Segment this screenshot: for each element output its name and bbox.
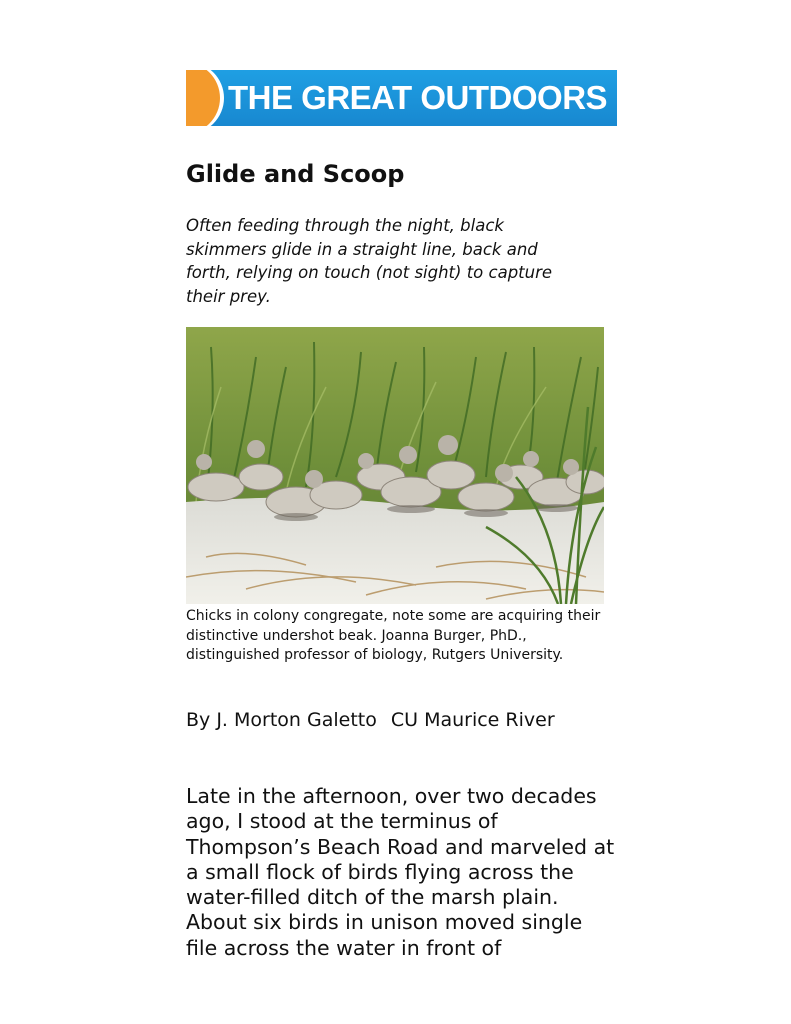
banner-title: THE GREAT OUTDOORS xyxy=(228,79,608,116)
byline xyxy=(186,707,555,733)
article-photo-skimmer-chicks xyxy=(186,327,604,604)
byline-organization: CU Maurice River xyxy=(390,709,555,731)
article-title: Glide and Scoop xyxy=(186,160,405,188)
article-dek: Often feeding through the night, black skimmers glide in a straight line, back and forth, relying on touch (not sight) to capture their prey. xyxy=(186,216,553,306)
photo-caption: Chicks in colony congregate, note some are acquiring their distinctive undershot beak. Joanna Burger, PhD., distinguished professor of biology, Rutgers University. xyxy=(186,608,601,663)
banner-orange-emblem xyxy=(186,70,220,126)
publication-banner xyxy=(186,70,617,126)
article-body-text: Late in the afternoon, over two decades ago, I stood at the terminus of Thompson’s Beach Road and marveled at a small flock of birds flying across the water-filled ditch of the marsh plain. About six birds in unison moved single file across the water in front of xyxy=(186,784,615,960)
byline-author: By J. Morton Galetto xyxy=(186,709,377,731)
